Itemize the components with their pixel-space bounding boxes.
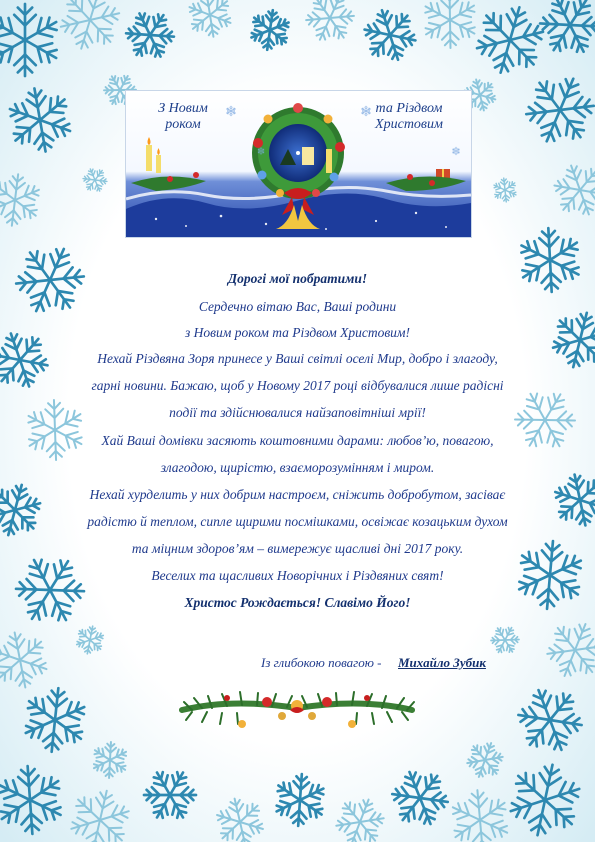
letter-line: злагодою, щирістю, взаєморозумінням і миром. [160,460,435,475]
letter-line: Веселих та щасливих Новорічних і Різдвяних свят! [151,568,444,583]
pine-garland-illustration [172,680,422,740]
banner-left-line2: роком [165,117,201,132]
banner-left-text [138,101,228,133]
signature-prefix: Із глибокою повагою - [261,655,382,670]
new-year-banner [125,90,472,238]
banner-right-line1: та Різдвом [375,101,443,116]
signature-name: Михайло Зубик [398,655,486,670]
letter-line: радістю й теплом, сипле щирими посмішками, освіжає козацьким духом [87,514,508,529]
letter-line: Сердечно вітаю Вас, Ваші родини [198,299,397,314]
letter-line: з Новим роком та Різдвом Христовим! [184,325,411,340]
letter-line: гарні новини. Бажаю, щоб у Новому 2017 році відбувалися лише радісні [91,378,504,393]
letter-line: події та здійснювалися найзаповітніші мрії! [169,405,426,420]
letter-line: Нехай хурделить у них добрим настроєм, сніжить добробутом, засіває [89,487,506,502]
letter-line: Нехай Різдвяна Зоря принесе у Ваші світлі оселі Мир, добро і злагоду, [97,351,498,366]
banner-left-line1: З Новим [158,101,208,116]
letter-greeting: Дорогі мої побратими! [227,271,368,286]
letter-line: та міцним здоров’ям – вимережує щасливі дні 2017 року. [131,541,464,556]
banner-right-line2: Христовим [375,117,443,132]
banner-right-text [361,101,457,133]
letter-line: Хай Ваші домівки засяють коштовними дарами: любов’ю, повагою, [101,433,494,448]
letter-closing: Христос Рождається! Славімо Його! [184,595,411,610]
